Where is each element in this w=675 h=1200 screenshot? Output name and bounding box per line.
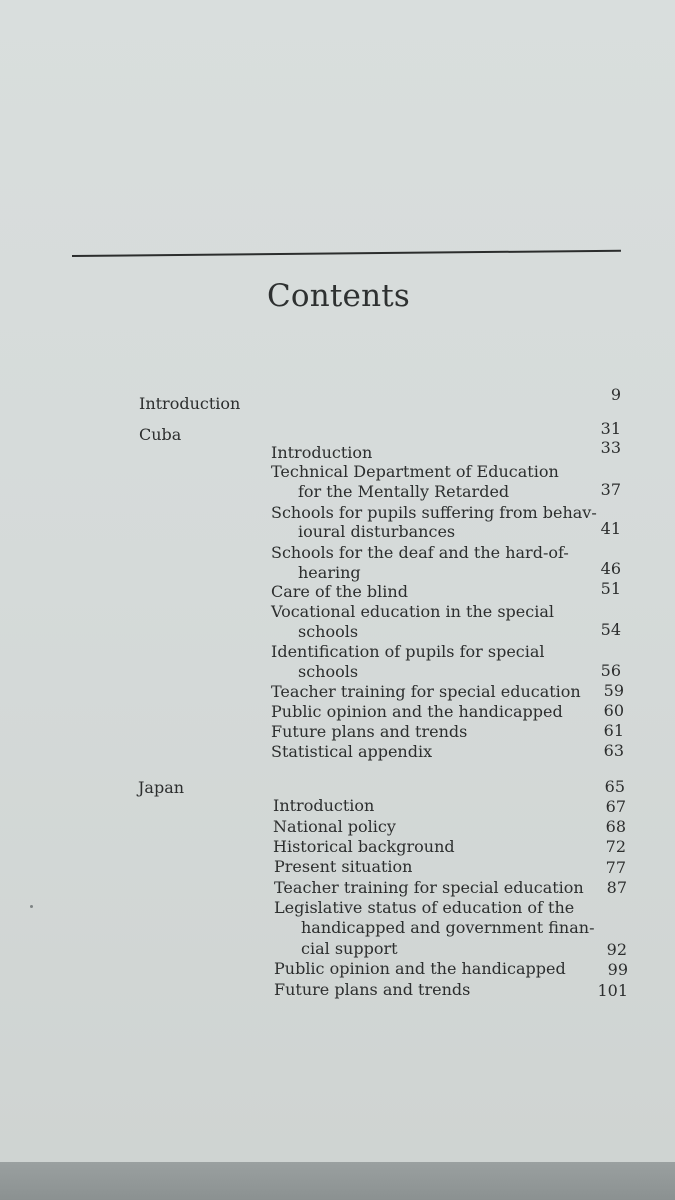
toc-page-number: 33 [600, 438, 621, 457]
toc-entry-line: Statistical appendix [271, 742, 433, 761]
toc-entry-line: National policy [273, 817, 396, 836]
toc-entry-line: handicapped and government finan- [301, 918, 595, 937]
toc-entry-line: Identification of pupils for special [271, 642, 545, 661]
toc-entry-line: Future plans and trends [271, 722, 468, 741]
toc-entry-line: schools [298, 662, 359, 681]
toc-section-japan: Japan [138, 778, 185, 797]
toc-page-number: 65 [604, 777, 625, 796]
toc-entry-line: Teacher training for special education [271, 682, 581, 701]
toc-entry-line: Technical Department of Education [271, 462, 559, 481]
toc-entry-line: Future plans and trends [274, 980, 471, 999]
toc-page-number: 56 [600, 661, 621, 680]
toc-page-number: 68 [605, 817, 626, 836]
toc-entry-line: Introduction [271, 443, 373, 462]
toc-entry-line: Introduction [273, 796, 375, 815]
toc-entry-line: Schools for pupils suffering from behav- [271, 503, 597, 522]
toc-entry-line: Public opinion and the handicapped [271, 702, 563, 721]
toc-page-number: 77 [605, 858, 626, 877]
toc-entry-line: schools [298, 622, 359, 641]
toc-page-number: 59 [603, 681, 624, 700]
paper-speck [30, 905, 33, 908]
toc-page-number: 101 [597, 981, 628, 1000]
toc-entry-line: Legislative status of education of the [274, 898, 575, 917]
toc-page-number: 9 [610, 385, 621, 404]
toc-page-number: 41 [600, 519, 621, 538]
background-surface [0, 1162, 675, 1200]
toc-page-number: 31 [600, 419, 621, 438]
toc-page-number: 92 [606, 940, 627, 959]
toc-entry-line: ioural disturbances [298, 522, 456, 541]
toc-page-number: 46 [600, 559, 621, 578]
toc-entry-line: hearing [298, 563, 361, 582]
toc-page-number: 67 [605, 797, 626, 816]
toc-page-number: 72 [605, 837, 626, 856]
toc-entry-line: Present situation [274, 857, 413, 876]
toc-page-number: 99 [607, 960, 628, 979]
toc-page-number: 61 [603, 721, 624, 740]
toc-page-number: 60 [603, 701, 624, 720]
toc-entry-line: for the Mentally Retarded [298, 482, 510, 501]
toc-entry-line: Schools for the deaf and the hard-of- [271, 543, 569, 562]
toc-entry-line: Vocational education in the special [271, 602, 554, 621]
toc-page-number: 37 [600, 480, 621, 499]
toc-page-number: 51 [600, 579, 621, 598]
toc-page-number: 87 [606, 878, 627, 897]
toc-section-cuba: Cuba [139, 425, 182, 444]
toc-entry-line: Public opinion and the handicapped [274, 959, 566, 978]
toc-entry-line: Historical background [273, 837, 455, 856]
toc-entry-line: Teacher training for special education [274, 878, 584, 897]
toc-entry-line: Care of the blind [271, 582, 408, 601]
toc-section-introduction: Introduction [139, 394, 241, 413]
toc-entry-line: cial support [301, 939, 398, 958]
toc-page-number: 63 [603, 741, 624, 760]
toc-page-number: 54 [600, 620, 621, 639]
page-title: Contents [266, 278, 411, 314]
